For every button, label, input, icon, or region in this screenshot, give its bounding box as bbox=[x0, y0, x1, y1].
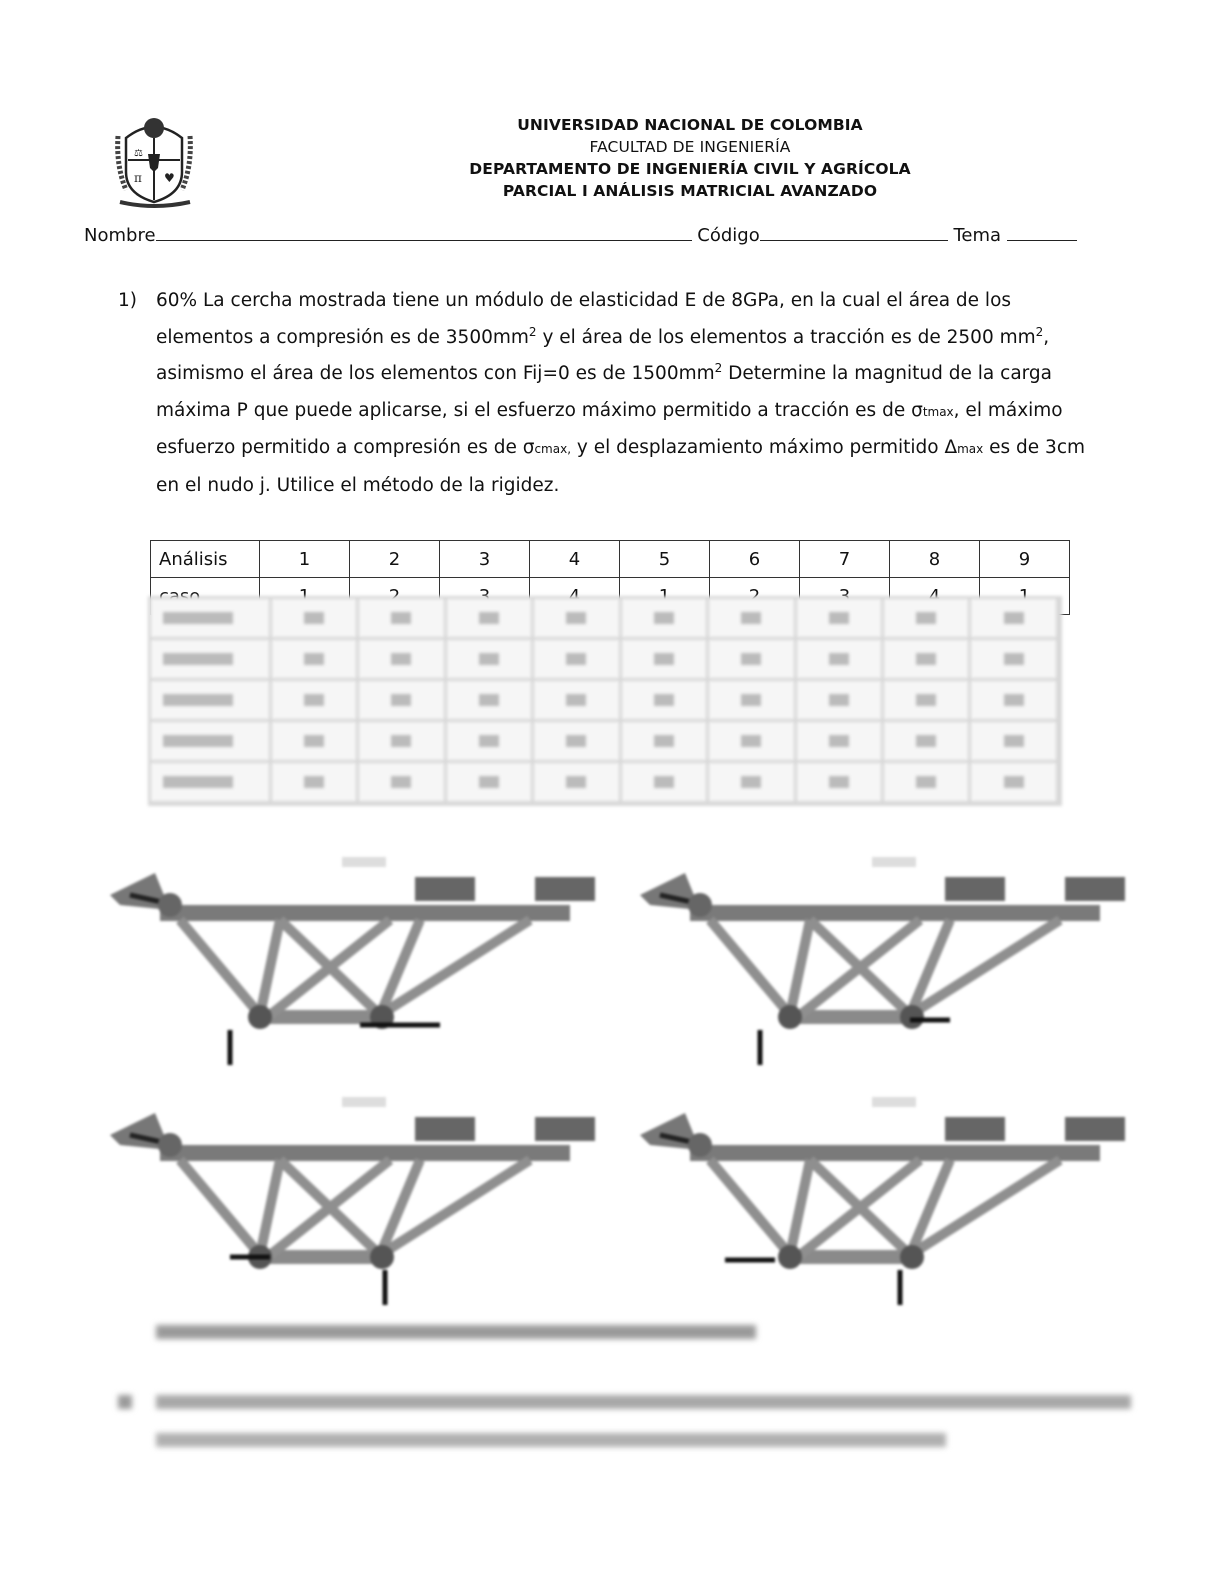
node bbox=[688, 893, 712, 917]
obscured-table-cell bbox=[534, 763, 621, 801]
truss-svg bbox=[100, 1075, 600, 1305]
truss-diagram-2 bbox=[630, 835, 1130, 1065]
node bbox=[900, 1005, 924, 1029]
question-line: esfuerzo permitido a compresión es de σcmax, y el desplazamiento máximo permitido Δmax es de 3cm bbox=[156, 437, 1086, 459]
node bbox=[158, 1133, 182, 1157]
table-cell: 9 bbox=[980, 541, 1070, 578]
obscured-table-cell bbox=[971, 681, 1058, 719]
truss-member bbox=[180, 920, 260, 1015]
obscured-table-cell bbox=[359, 722, 446, 760]
obscured-table-cell bbox=[447, 763, 534, 801]
topic-label: Tema bbox=[953, 225, 1002, 246]
code-field[interactable] bbox=[760, 224, 948, 241]
top-chord bbox=[160, 1145, 570, 1161]
obscured-note bbox=[156, 1325, 756, 1343]
table-cell: 3 bbox=[440, 541, 530, 578]
svg-text:♥: ♥ bbox=[164, 171, 175, 185]
obscured-table-row bbox=[151, 722, 1059, 763]
university-name: UNIVERSIDAD NACIONAL DE COLOMBIA bbox=[517, 116, 863, 134]
obscured-table-cell bbox=[622, 681, 709, 719]
support-block bbox=[945, 877, 1005, 901]
truss-member bbox=[180, 1160, 260, 1255]
question-line: elementos a compresión es de $3500mm^2$ y el área de los elementos a tracción es de 2500 $mm^2$, bbox=[156, 324, 1050, 348]
truss-svg bbox=[630, 835, 1130, 1065]
support-block bbox=[535, 1117, 595, 1141]
obscured-table-cell bbox=[797, 681, 884, 719]
exam-title: PARCIAL I ANÁLISIS MATRICIAL AVANZADO bbox=[502, 182, 878, 200]
diagram-title bbox=[342, 1097, 386, 1107]
table-cell: 4 bbox=[530, 541, 620, 578]
obscured-table-row bbox=[151, 763, 1059, 804]
node bbox=[778, 1005, 802, 1029]
department-name: DEPARTAMENTO DE INGENIERÍA CIVIL Y AGRÍCOLA bbox=[469, 160, 911, 178]
obscured-table-cell bbox=[447, 599, 534, 637]
support-block bbox=[415, 1117, 475, 1141]
obscured-table-cell bbox=[709, 722, 796, 760]
support-block bbox=[415, 877, 475, 901]
node bbox=[158, 893, 182, 917]
obscured-table-cell bbox=[971, 640, 1058, 678]
diagram-title bbox=[342, 857, 386, 867]
obscured-table-cell bbox=[534, 722, 621, 760]
diagram-title bbox=[872, 1097, 916, 1107]
obscured-table-cell bbox=[534, 599, 621, 637]
table-cell: 1 bbox=[260, 541, 350, 578]
truss-svg bbox=[100, 835, 600, 1065]
obscured-table-cell bbox=[709, 640, 796, 678]
obscured-table-cell bbox=[797, 599, 884, 637]
table-cell: 2 bbox=[350, 541, 440, 578]
top-chord bbox=[690, 905, 1100, 921]
row-label: Análisis bbox=[151, 541, 260, 578]
code-label: Código bbox=[697, 225, 760, 246]
obscured-table-cell bbox=[709, 763, 796, 801]
obscured-table-cell bbox=[359, 599, 446, 637]
question-1-text bbox=[156, 283, 1130, 505]
obscured-table-cell bbox=[971, 763, 1058, 801]
truss-member bbox=[790, 920, 810, 1015]
node bbox=[370, 1245, 394, 1269]
support-block bbox=[945, 1117, 1005, 1141]
top-chord bbox=[690, 1145, 1100, 1161]
obscured-table-cell bbox=[151, 640, 272, 678]
student-info-fields bbox=[84, 224, 1077, 246]
obscured-table-cell bbox=[622, 763, 709, 801]
obscured-table-cell bbox=[151, 681, 272, 719]
diagram-title bbox=[872, 857, 916, 867]
obscured-table-cell bbox=[971, 599, 1058, 637]
question-number: 1) bbox=[118, 290, 137, 311]
obscured-table-cell bbox=[151, 722, 272, 760]
support-block bbox=[1065, 1117, 1125, 1141]
obscured-table-cell bbox=[447, 640, 534, 678]
topic-field[interactable] bbox=[1007, 224, 1077, 241]
truss-member bbox=[260, 920, 280, 1015]
node bbox=[688, 1133, 712, 1157]
table-row-analisis bbox=[151, 541, 1070, 578]
obscured-table-cell bbox=[151, 599, 272, 637]
obscured-table-row bbox=[151, 681, 1059, 722]
truss-diagram-4 bbox=[630, 1075, 1130, 1305]
truss-diagram-1 bbox=[100, 835, 600, 1065]
obscured-table-cell bbox=[797, 640, 884, 678]
obscured-table-cell bbox=[884, 681, 971, 719]
question-line: en el nudo j. Utilice el método de la rigidez. bbox=[156, 474, 560, 496]
obscured-table-cell bbox=[709, 599, 796, 637]
obscured-table-cell bbox=[359, 640, 446, 678]
svg-text:π: π bbox=[134, 171, 142, 185]
obscured-table-cell bbox=[534, 681, 621, 719]
table-cell: 5 bbox=[620, 541, 710, 578]
truss-member bbox=[790, 1160, 810, 1255]
obscured-table-cell bbox=[359, 681, 446, 719]
obscured-table-rows bbox=[148, 596, 1062, 806]
obscured-table-cell bbox=[884, 599, 971, 637]
document-header bbox=[380, 114, 1000, 202]
table-cell: 7 bbox=[800, 541, 890, 578]
obscured-table-cell bbox=[272, 722, 359, 760]
top-chord bbox=[160, 905, 570, 921]
university-crest-logo bbox=[112, 110, 196, 210]
obscured-table-cell bbox=[884, 763, 971, 801]
obscured-table-row bbox=[151, 640, 1059, 681]
question-1 bbox=[118, 283, 1130, 505]
truss-svg bbox=[630, 1075, 1130, 1305]
obscured-table-cell bbox=[447, 722, 534, 760]
obscured-question-2 bbox=[118, 1395, 1130, 1455]
node bbox=[778, 1245, 802, 1269]
truss-member bbox=[710, 920, 790, 1015]
obscured-table-cell bbox=[622, 599, 709, 637]
question-line: máxima P que puede aplicarse, si el esfuerzo máximo permitido a tracción es de σtmax, el máximo bbox=[156, 399, 1063, 421]
obscured-table-cell bbox=[797, 722, 884, 760]
question-line: asimismo el área de los elementos con Fij=0 es de $1500mm^2$ Determine la magnitud de la carga bbox=[156, 361, 1053, 385]
obscured-table-cell bbox=[272, 681, 359, 719]
obscured-table-cell bbox=[622, 722, 709, 760]
node bbox=[900, 1245, 924, 1269]
faculty-name: FACULTAD DE INGENIERÍA bbox=[589, 138, 791, 156]
svg-text:⚖: ⚖ bbox=[134, 148, 143, 159]
obscured-table-cell bbox=[272, 599, 359, 637]
name-label: Nombre bbox=[84, 225, 156, 246]
obscured-table-cell bbox=[622, 640, 709, 678]
obscured-table-cell bbox=[272, 763, 359, 801]
obscured-table-cell bbox=[534, 640, 621, 678]
obscured-table-row bbox=[151, 599, 1059, 640]
truss-member bbox=[710, 1160, 790, 1255]
obscured-table-cell bbox=[884, 722, 971, 760]
obscured-table-cell bbox=[884, 640, 971, 678]
obscured-table-cell bbox=[971, 722, 1058, 760]
truss-member bbox=[260, 1160, 280, 1255]
truss-diagram-3 bbox=[100, 1075, 600, 1305]
obscured-table-cell bbox=[272, 640, 359, 678]
node bbox=[248, 1005, 272, 1029]
table-cell: 8 bbox=[890, 541, 980, 578]
obscured-table-cell bbox=[447, 681, 534, 719]
table-cell: 6 bbox=[710, 541, 800, 578]
support-block bbox=[1065, 877, 1125, 901]
name-field[interactable] bbox=[156, 224, 692, 241]
question-line: 60% La cercha mostrada tiene un módulo de elasticidad E de 8GPa, en la cual el área de los bbox=[156, 290, 1012, 311]
obscured-table-cell bbox=[709, 681, 796, 719]
obscured-table-cell bbox=[359, 763, 446, 801]
obscured-table-cell bbox=[797, 763, 884, 801]
support-block bbox=[535, 877, 595, 901]
obscured-table-cell bbox=[151, 763, 272, 801]
